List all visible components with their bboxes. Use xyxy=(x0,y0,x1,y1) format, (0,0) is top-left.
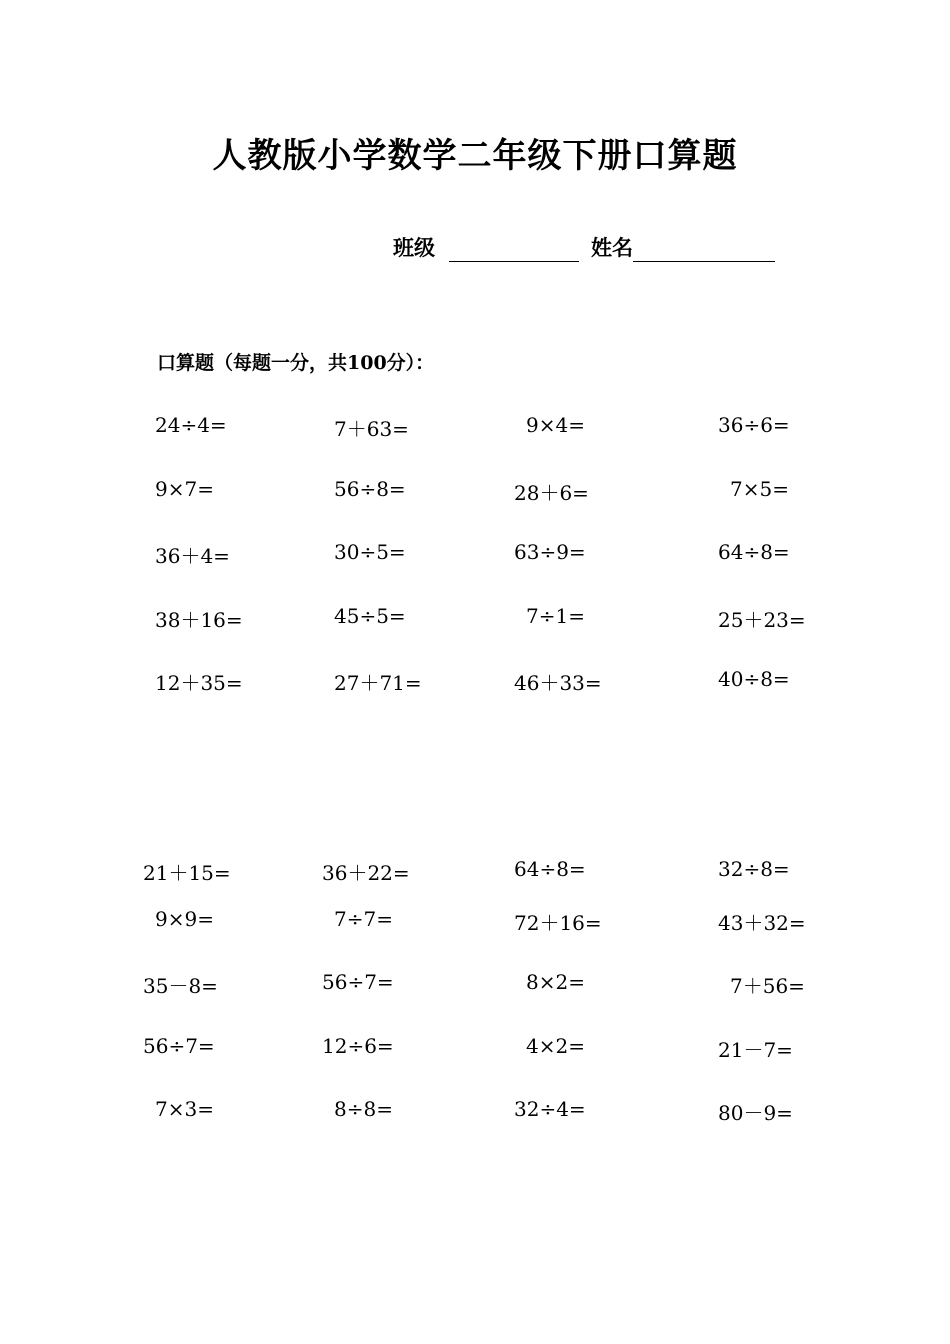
problem: 72＋16= xyxy=(514,911,602,935)
problem: 27＋71= xyxy=(334,671,422,695)
problem: 9×9= xyxy=(155,907,214,931)
problem: 25＋23= xyxy=(718,608,806,632)
problem: 28＋6= xyxy=(514,481,589,505)
problem: 64÷8= xyxy=(718,540,790,564)
problem: 56÷8= xyxy=(334,477,406,501)
problem: 7＋63= xyxy=(334,417,409,441)
problem: 36＋4= xyxy=(155,544,230,568)
problem: 9×7= xyxy=(155,477,214,501)
problem: 7÷7= xyxy=(334,907,393,931)
problem: 32÷4= xyxy=(514,1097,586,1121)
problem: 24÷4= xyxy=(155,413,227,437)
problem: 30÷5= xyxy=(334,540,406,564)
problem: 36＋22= xyxy=(322,861,410,885)
problem: 56÷7= xyxy=(143,1034,215,1058)
problem: 35－8= xyxy=(143,974,218,998)
problem: 4×2= xyxy=(526,1034,585,1058)
class-field[interactable] xyxy=(449,239,579,262)
problem: 9×4= xyxy=(526,413,585,437)
problem: 38＋16= xyxy=(155,608,243,632)
problem: 7×5= xyxy=(730,477,789,501)
class-label: 班级 xyxy=(393,235,435,260)
problem: 12÷6= xyxy=(322,1034,394,1058)
name-label: 姓名 xyxy=(591,235,633,260)
problem: 8÷8= xyxy=(334,1097,393,1121)
problem: 80－9= xyxy=(718,1101,793,1125)
problem: 36÷6= xyxy=(718,413,790,437)
problem: 45÷5= xyxy=(334,604,406,628)
problem: 21＋15= xyxy=(143,861,231,885)
problem: 63÷9= xyxy=(514,540,586,564)
problem: 56÷7= xyxy=(322,970,394,994)
problem: 7÷1= xyxy=(526,604,585,628)
problem: 43＋32= xyxy=(718,911,806,935)
problem: 8×2= xyxy=(526,970,585,994)
problem: 64÷8= xyxy=(514,857,586,881)
problem: 21－7= xyxy=(718,1038,793,1062)
instructions: 口算题（每题一分，共100分）： xyxy=(157,352,435,374)
name-field[interactable] xyxy=(633,239,775,262)
problem: 7＋56= xyxy=(730,974,805,998)
page-title: 人教版小学数学二年级下册口算题 xyxy=(212,136,738,176)
problem: 40÷8= xyxy=(718,667,790,691)
problem: 12＋35= xyxy=(155,671,243,695)
problem: 46＋33= xyxy=(514,671,602,695)
problem: 32÷8= xyxy=(718,857,790,881)
problem: 7×3= xyxy=(155,1097,214,1121)
student-info xyxy=(393,232,775,262)
